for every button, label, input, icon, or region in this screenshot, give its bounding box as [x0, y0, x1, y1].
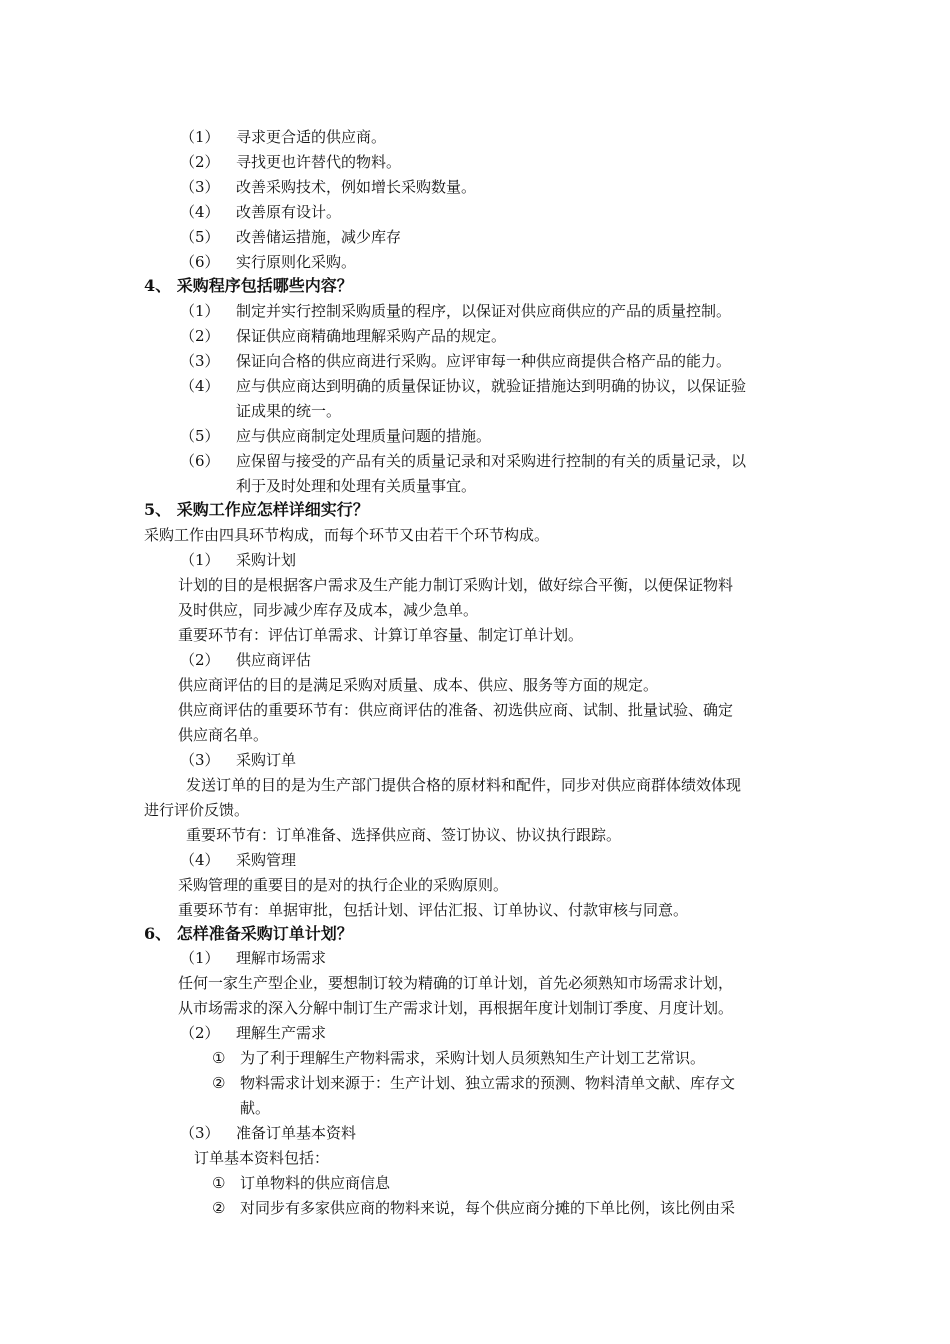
list-item-text: 改善原有设计。 [236, 203, 342, 221]
list-number: （2） [180, 1024, 220, 1042]
paragraph: 重要环节有：评估订单需求、计算订单容量、制定订单计划。 [178, 626, 584, 644]
subsection-label: 供应商评估 [236, 651, 312, 669]
paragraph: 采购工作由四具环节构成，而每个环节又由若干个环节构成。 [144, 526, 550, 544]
subsection-label: 理解市场需求 [236, 949, 327, 967]
list-item-continuation: 献。 [240, 1099, 271, 1117]
list-item-text: 应与供应商达到明确的质量保证协议，就验证措施达到明确的协议，以保证验 [236, 377, 747, 395]
paragraph: 发送订单的目的是为生产部门提供合格的原材料和配件，同步对供应商群体绩效体现 [186, 776, 742, 794]
circled-number-marker: ② [212, 1074, 226, 1092]
paragraph: 任何一家生产型企业，要想制订较为精确的订单计划，首先必须熟知市场需求计划， [178, 974, 734, 992]
list-item-text: 制定并实行控制采购质量的程序，以保证对供应商供应的产品的质量控制。 [236, 302, 732, 320]
list-number: （5） [180, 427, 220, 445]
circled-number-marker: ① [212, 1174, 226, 1192]
list-item-text: 保证供应商精确地理解采购产品的规定。 [236, 327, 507, 345]
list-item-text: 物料需求计划来源于：生产计划、独立需求的预测、物料清单文献、库存文 [240, 1074, 736, 1092]
list-item-text: 应与供应商制定处理质量问题的措施。 [236, 427, 492, 445]
paragraph: 重要环节有：单据审批，包括计划、评估汇报、订单协议、付款审核与同意。 [178, 901, 689, 919]
paragraph: 计划的目的是根据客户需求及生产能力制订采购计划，做好综合平衡，以便保证物料 [178, 576, 734, 594]
list-item-text: 保证向合格的供应商进行采购。应评审每一种供应商提供合格产品的能力。 [236, 352, 732, 370]
list-number: （4） [180, 377, 220, 395]
list-number: （1） [180, 551, 220, 569]
list-number: （4） [180, 851, 220, 869]
subsection-label: 采购管理 [236, 851, 297, 869]
paragraph: 进行评价反馈。 [144, 801, 250, 819]
list-number: （6） [180, 253, 220, 271]
list-number: （3） [180, 751, 220, 769]
list-number: （3） [180, 1124, 220, 1142]
paragraph: 采购管理的重要目的是对的执行企业的采购原则。 [178, 876, 509, 894]
list-item-text: 寻求更合适的供应商。 [236, 128, 387, 146]
subsection-label: 采购订单 [236, 751, 297, 769]
list-number: （1） [180, 128, 220, 146]
paragraph: 供应商评估的重要环节有：供应商评估的准备、初选供应商、试制、批量试验、确定 [178, 701, 734, 719]
list-number: （6） [180, 452, 220, 470]
paragraph: 订单基本资料包括： [194, 1149, 330, 1167]
list-item-text: 实行原则化采购。 [236, 253, 357, 271]
list-item-text: 改善储运措施，减少库存 [236, 228, 402, 246]
subsection-label: 准备订单基本资料 [236, 1124, 357, 1142]
list-number: （3） [180, 352, 220, 370]
circled-number-marker: ① [212, 1049, 226, 1067]
paragraph: 及时供应，同步减少库存及成本，减少急单。 [178, 601, 479, 619]
list-item-continuation: 利于及时处理和处理有关质量事宜。 [236, 477, 477, 495]
list-item-text: 应保留与接受的产品有关的质量记录和对采购进行控制的有关的质量记录，以 [236, 452, 747, 470]
paragraph: 供应商评估的目的是满足采购对质量、成本、供应、服务等方面的规定。 [178, 676, 659, 694]
list-number: （5） [180, 228, 220, 246]
list-item-text: 改善采购技术，例如增长采购数量。 [236, 178, 477, 196]
subsection-label: 采购计划 [236, 551, 297, 569]
list-item-continuation: 证成果的统一。 [236, 402, 342, 420]
subsection-label: 理解生产需求 [236, 1024, 327, 1042]
list-number: （2） [180, 153, 220, 171]
list-item-text: 订单物料的供应商信息 [240, 1174, 391, 1192]
section-heading: 4、 采购程序包括哪些内容？ [144, 276, 353, 295]
section-heading: 5、 采购工作应怎样详细实行？ [144, 500, 369, 519]
list-item-text: 为了利于理解生产物料需求，采购计划人员须熟知生产计划工艺常识。 [240, 1049, 706, 1067]
paragraph: 供应商名单。 [178, 726, 269, 744]
list-number: （2） [180, 651, 220, 669]
paragraph: 从市场需求的深入分解中制订生产需求计划，再根据年度计划制订季度、月度计划。 [178, 999, 734, 1017]
list-number: （3） [180, 178, 220, 196]
paragraph: 重要环节有：订单准备、选择供应商、签订协议、协议执行跟踪。 [186, 826, 622, 844]
list-number: （1） [180, 949, 220, 967]
list-number: （2） [180, 327, 220, 345]
list-number: （4） [180, 203, 220, 221]
list-number: （1） [180, 302, 220, 320]
circled-number-marker: ② [212, 1199, 226, 1217]
list-item-text: 对同步有多家供应商的物料来说，每个供应商分摊的下单比例，该比例由采 [240, 1199, 736, 1217]
section-heading: 6、 怎样准备采购订单计划？ [144, 924, 353, 943]
list-item-text: 寻找更也许替代的物料。 [236, 153, 402, 171]
